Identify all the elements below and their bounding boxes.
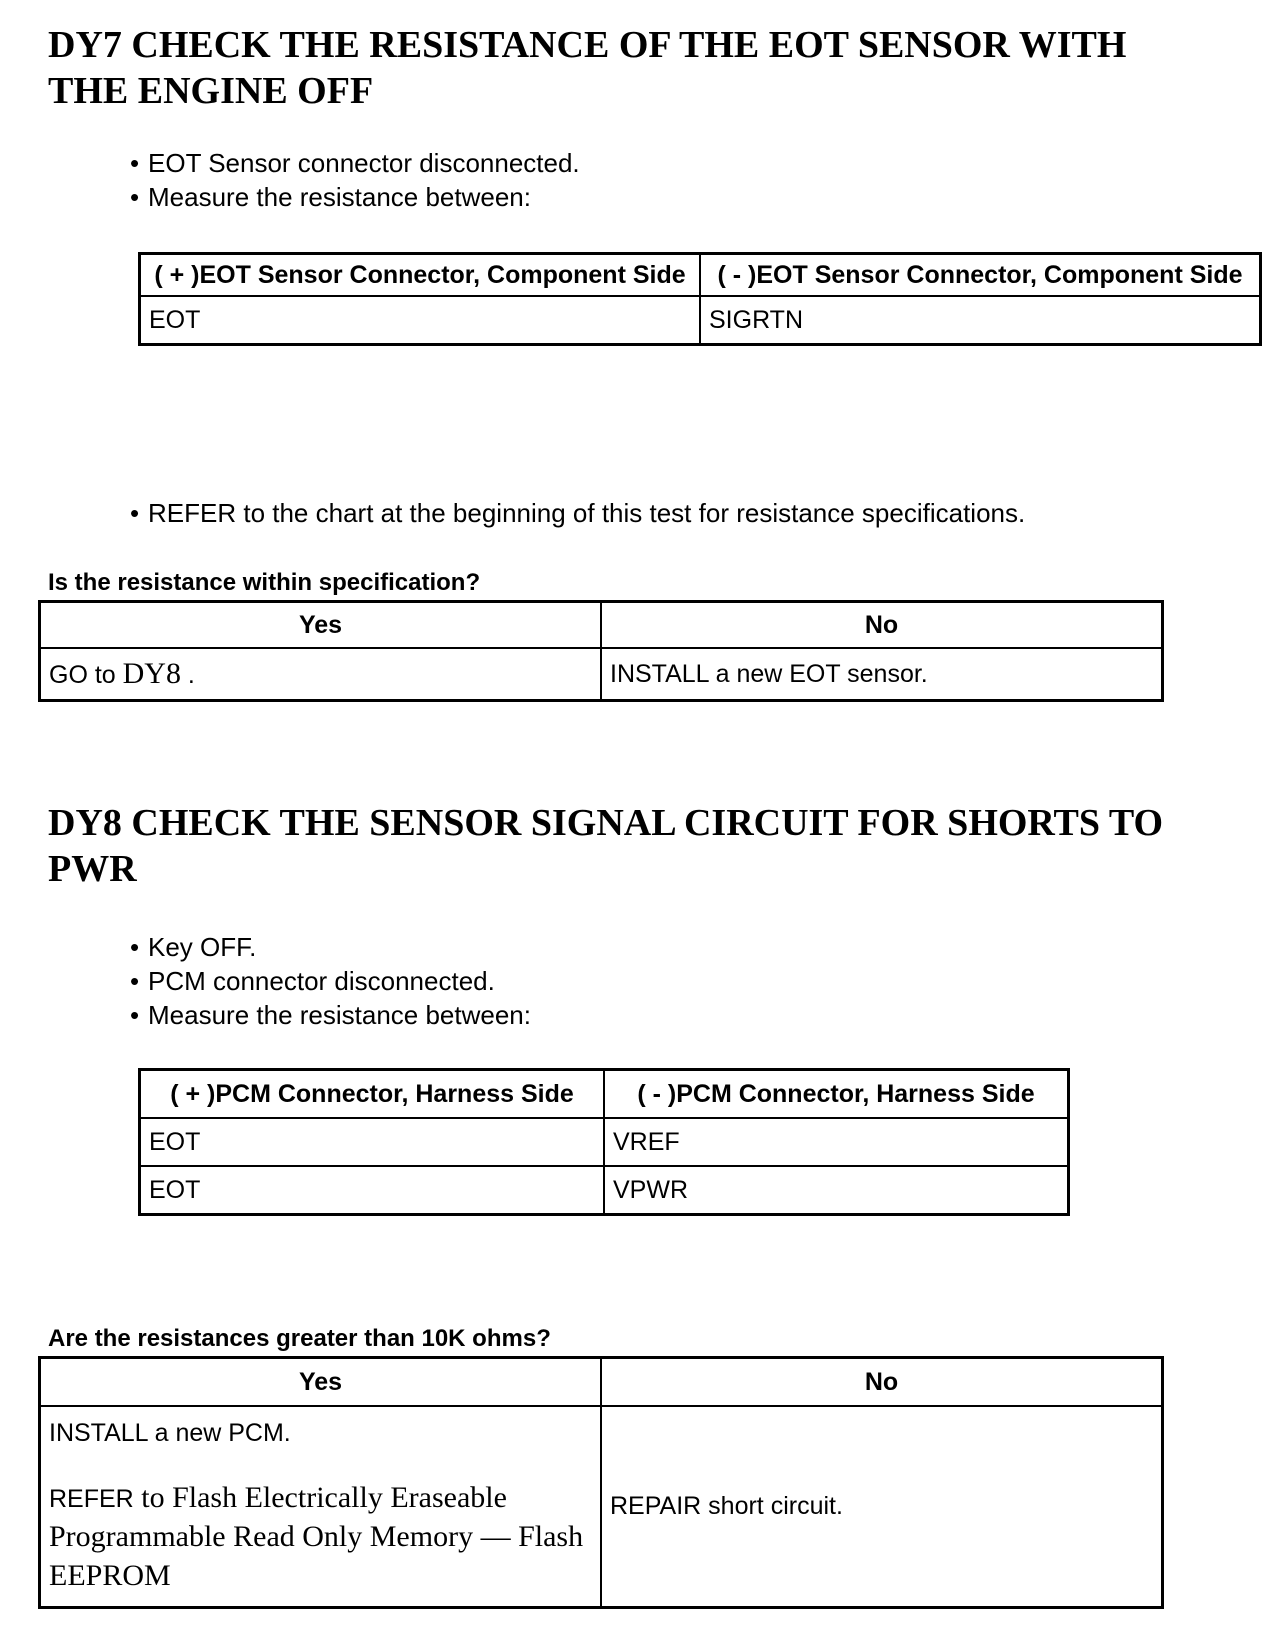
list-item: • Measure the resistance between: — [130, 998, 531, 1032]
table-row — [40, 648, 1163, 701]
yes-header: Yes — [40, 1358, 602, 1407]
dy7-heading-line2: THE ENGINE OFF — [48, 70, 374, 112]
table-row — [140, 1118, 1069, 1166]
column-header: ( + )EOT Sensor Connector, Component Side — [140, 254, 701, 297]
yes-cell — [40, 1406, 602, 1608]
column-header: ( + )PCM Connector, Harness Side — [140, 1070, 605, 1119]
list-item: • Key OFF. — [130, 930, 531, 964]
dy7-question: Is the resistance within specification? — [48, 569, 481, 596]
dy8-answer-table — [38, 1356, 1164, 1609]
list-item: • Measure the resistance between: — [130, 180, 580, 214]
dy8-link[interactable]: DY8 — [122, 657, 181, 690]
list-item: • PCM connector disconnected. — [130, 964, 531, 998]
table-row — [140, 296, 1261, 345]
dy7-bullets — [130, 146, 580, 214]
dy8-bullets — [130, 930, 531, 1032]
table-row — [140, 1166, 1069, 1215]
refer-prefix: REFER — [49, 1485, 134, 1513]
table-header-row — [140, 1070, 1069, 1119]
dy8-question: Are the resistances greater than 10K ohms? — [48, 1325, 551, 1352]
table-header-row — [40, 1358, 1163, 1407]
list-item: • EOT Sensor connector disconnected. — [130, 146, 580, 180]
yes-cell — [40, 648, 602, 701]
table-header-row — [140, 254, 1261, 297]
column-header: ( - )EOT Sensor Connector, Component Side — [700, 254, 1261, 297]
dy7-heading-line1: DY7 CHECK THE RESISTANCE OF THE EOT SENSOR WITH — [48, 24, 1127, 66]
table-cell: VREF — [604, 1118, 1069, 1166]
table-cell: EOT — [140, 1118, 605, 1166]
dy8-heading-line2: PWR — [48, 848, 137, 890]
dy8-heading-line1: DY8 CHECK THE SENSOR SIGNAL CIRCUIT FOR SHORTS TO — [48, 802, 1164, 844]
dy8-heading — [48, 800, 1163, 892]
dy7-answer-table — [38, 600, 1164, 702]
yes-refer — [49, 1479, 592, 1596]
table-cell: SIGRTN — [700, 296, 1261, 345]
yes-prefix: GO to — [49, 661, 123, 689]
column-header: ( - )PCM Connector, Harness Side — [604, 1070, 1069, 1119]
yes-header: Yes — [40, 602, 602, 649]
table-row — [40, 1406, 1163, 1608]
dy7-measure-table — [138, 252, 1262, 346]
dy7-refer-bullets — [130, 496, 1025, 530]
dy8-measure-table — [138, 1068, 1070, 1216]
no-cell: REPAIR short circuit. — [601, 1406, 1163, 1608]
table-cell: EOT — [140, 296, 701, 345]
flash-eeprom-link[interactable]: to Flash Electrically Eraseable Programmable Read Only Memory — Flash EEPROM — [49, 1481, 584, 1592]
table-cell: VPWR — [604, 1166, 1069, 1215]
dy7-heading — [48, 22, 1126, 114]
table-cell: EOT — [140, 1166, 605, 1215]
table-header-row — [40, 602, 1163, 649]
list-item: • REFER to the chart at the beginning of this test for resistance specifications. — [130, 496, 1025, 530]
yes-line1: INSTALL a new PCM. — [49, 1419, 291, 1447]
yes-suffix: . — [180, 661, 195, 689]
no-cell: INSTALL a new EOT sensor. — [601, 648, 1163, 701]
no-header: No — [601, 1358, 1163, 1407]
no-header: No — [601, 602, 1163, 649]
